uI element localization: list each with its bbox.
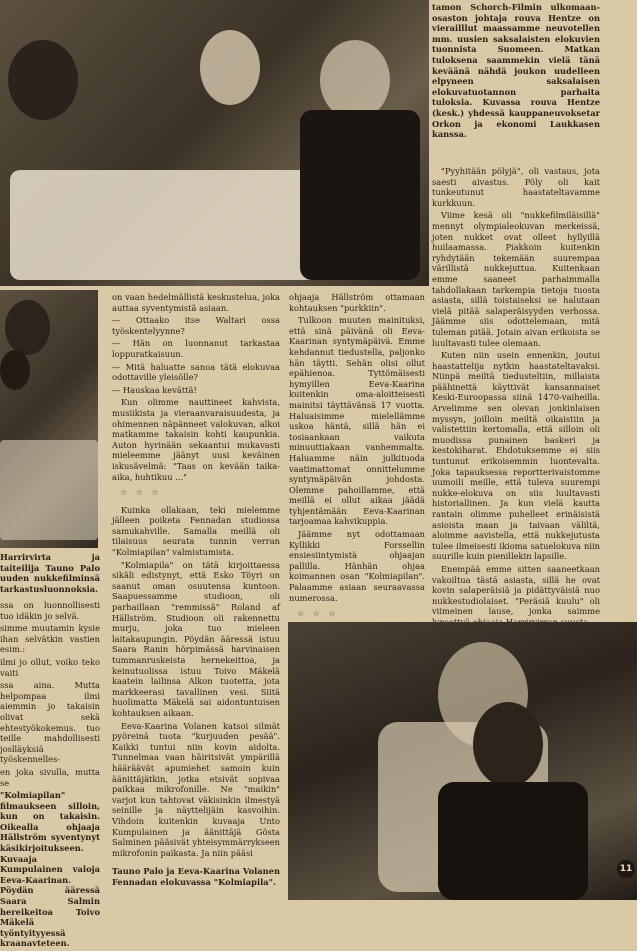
left-col-caption-text: Harrirvirta ja taiteilija Tauno Palo uuden nukkefilminsä tarkastusluonnoksia. [0,552,100,594]
left-col-p1: ssa on luonnollisesti tuo idäkin jo selvä. [0,600,100,621]
col2-photo-caption: Tauno Palo ja Eeva-Kaarina Volanen Fennadan elokuvassa "Kolmiapila". [112,866,280,887]
left-col-text [0,600,100,951]
col4-p4: Enempää emme sitten saaneetkaan vakoiltua tästä asiasta, sillä he ovat kovin salaperäisiä ja pidättyväisiä nuo nukkestudiolaiset. "Peräsiä kuulu" oli viimeinen lause, jonka saimme [432,563,600,617]
photo-dinner-scene [0,0,429,286]
photo-workshop [0,290,98,548]
column-4 [432,166,600,650]
photo-table [10,170,350,280]
col2-p4: — Mitä haluatte sanoa tätä elokuvaa odottaville yleisölle? [112,361,280,383]
photo-top-caption [432,2,600,142]
photo-figure-actress [473,702,543,787]
col2-p5: — Hauskaa kevättä! [112,384,197,395]
photo-dress-right [300,110,420,280]
left-col-p5: en joka sivulla, mutta se [0,766,100,788]
col2-p7: Kuinka ollakaan, teki mielemme jälleen poiketa Fennadan studiossa samukahville. Samalla meillä oli tilaisuus seurata tunnin verran "Kolmiapilan" valmistumista. [112,504,280,558]
left-col-p4: ssa aina. Mutta helpompaa ilmi aiemmin jo takaisin olivat sekä ehtestyökokemus. tuo teille mahdollisesti joslläyksiä työskennelles- [0,680,100,765]
left-col-p2: simme muutamin kysie ihan selvätkin vastien esim.: [0,623,100,655]
col2-p9: Eeva-Kaarina Volanen katsoi silmät pyöreinä tuota "kurjuuden pesää". Kaikki tuntui niin kovin aidolta. Tunnelmaa vaan häiritsivät ympärillä hääräävät apumiehet samoin kuin äänittäjätkin, jotka etsivät sopivaa paikkaa mikrofonille. Ne "maikin" varjot kun tahtovat väkisinkin ilmestyä seinille ja näyttelijäin kasvoihin. Vihdoin kuitenkin kuvaaja Unto Kumpulainen ja äänittäjä Gösta Salminen pääsivät yhteisymmärrykseen mikrofonin paikasta. Ja niin pääsi [112,720,280,858]
photo-figure-actress-dress [438,782,588,900]
col2-p2: — Ottaako itse Waltari ossa työskentelyynne? [112,315,280,336]
photo-actors [288,622,637,900]
left-col-p3: ilmi jo ollut, voiko teko vaiti [0,656,100,678]
col2-p3: — Hän on luonnanut tarkastaa loppuratkaisuun. [112,338,280,359]
col2-stars: ☆ ☆ ☆ [120,488,162,498]
col2-p6: Kun olimme nauttineet kahvista, musiikista ja vieraanvaraisuudesta, ja ohimennen näpänneet valokuvan, alkoi matkamme takaisin kohti kaupunkia. Auton hyrinään sekaantui mukavasti mieleemme jäänyt uusi keväinen iskusävelmä: "Taas on kevään taika-aika, huhtikuu ..." [112,397,280,482]
col4-p3: Kuten niin usein ennenkin, joutui haastattelija nytkin haastateltavaksi. Niinpä meiltä tiedusteltiin, millaista päähinettä käyttivät kansannaiset Keski-Euroopassa siinä 1470-vaiheilla. Arvelimme sen olevan jonkinlaisen myssyn, joilloin meiltä oikaistiin ja valistettiin kertomalla, että silloin oli muodissa punainen baskeri ja kestokiharat. Ehdotuksemme ei siis tuntunut erikoisemmin luontevalta. Joka tapauksessa reportterivaistomme uumoili meille, että tuleva suurempi nukke-elokuva on siis luultavasti historiallinen. Ja kun vielä kautta rantain olimme puhelleet erinäisistä asioista maan ja taivaan väliltä, aloimme aavistella, että nukkejutusta tulee ilmeisesti ikioma satuelokuva niin suurille kuin pienillekin lapsille. [432,350,600,562]
photo-top-caption-text: tamon Schorch-Filmin ulkomaan-osaston johtaja rouva Hentze on vierailllut maassamme neuvotellen mm. uusien saksalaisten elokuvien tuonnista Suomeen. Matkan tuloksena saammekin vielä tänä keväänä nähdä joukon uudelleen elpyneen saksalaisen elokuvatuotannon parhaita tuloksia. Kuvassa rouva Hentze (kesk.) yhdessä kauppaneuvoksetar Orkon ja ekonomi Laukkasen kanssa. [432,2,600,140]
page-number: 11 [617,860,635,878]
photo-workbench [0,440,98,540]
col3-stars: ☆ ☆ ☆ [297,609,339,619]
left-col-p6: "Kolmiapilan" filmaukseen silloin, kun on takaisin. Oikealla ohjaaja Hällström syventynyt käsikirjoitukseen. Kuvaaja Kumpulainen valoja Eeva-Kaarinan. Pöydän ääressä Saara Salmin hereikeitoa Toivo Mäkelä työntyityyessä kraanavteteen. [0,790,100,949]
column-2 [112,292,280,889]
col4-p2: Viime kesä oli "nukkefilmiläisillä" mennyt olympialeokuvan merkeissä, joten nukket ovat olleet hyllyillä huilaamassa. Piakkoin kuitenkin ryhdytään tekemään suurempaa värillistä nukkejuttua. Kuitenkaan emme saaneet parhaimmalla tahdollakaan tarkempia tietoja tuosta asiasta, sillä toistaiseksi se halutaan vielä pitää salaperäisyyden verhossa. Jäämme siis odottelemaan, mitä tuleman pitää. Jotain aivan erikoista se luultavasti tulee olemaan. [432,210,600,348]
left-col-caption [0,552,100,596]
photo-figure-woman-right [320,40,390,120]
col2-p8: "Kolmiapila" on tätä kirjoittaessa sikäli edistynyt, että Esko Töyri on saanut oman osuutensa kuntoon. Saapuessamme studioon, oli parhaillaan "remmissä" Roland af Hällström. Studioon oli rakennettu murju, joka tuo mieleen laitakaupungin. Pöydän ääressä istuu Saara Ranin hörpimässä harvinaisen tummanruskeista hernekeittoa, ja keinutuolissa istuu Toivo Mäkelä kaatein lailinsa Alkon tuotetta, jota markkeerasi tavallinen vesi. Siitä huolimatta Mäkelä sai aidontuntuisen kohtauksen aikaan. [112,559,280,718]
col3-p3: Jäämme nyt odottamaan Kyllikki Forssellin ensiesiintymistä ohjaajan pallilla. Hänhän ohjaa koimannen osan "Kolmiapilan". Palaamme asiaan seuraavassa numerossa. [289,529,425,603]
col4-p1: "Pyyhitään pölyjä", oli vastaus, jota saesti aivastus. Pöly oli kait tunkeutunut haastateltavamme kurkkuun. [432,166,600,208]
photo-figure-puppeteer [5,300,50,355]
photo-figure-worker [0,350,30,390]
photo-figure-man-left [8,40,78,120]
col3-p2: Tulkoon muuten mainituksi, että sinä päivänä oli Eeva-Kaarinan syntymäpäivä. Emme kehdannut tiedustella, paljonko hän täytti. Sehän olisi ollut epähienoa. Tyttömäisesti hymyillen Eeva-Kaarina kuitenkin oma-aloitteisesti mainitsi täyttävänsä 17 vuotta. Haluaisimme mielellämme uskoa häntä, sillä hän ei tosiaankaan vaikuta minuuttiakaan vanhemmalta. Haluamme näin julkituoda vaatimattomat onnittelumme syntymäpäivän johdosta. Olemme pahoillamme, että meillä ei ollut aikaa jäädä tyhjentämään Eeva-Kaarinan tarjoamaa kahvikuppia. [289,315,425,527]
photo-figure-woman-center [200,30,260,105]
col3-p1: ohjaaja Hällström ottamaan kohtauksen "purkkiin". [289,292,425,313]
col2-p1: on vaan hedelmällistä keskustelua, joka auttaa syventymistä asiaan. [112,292,280,313]
